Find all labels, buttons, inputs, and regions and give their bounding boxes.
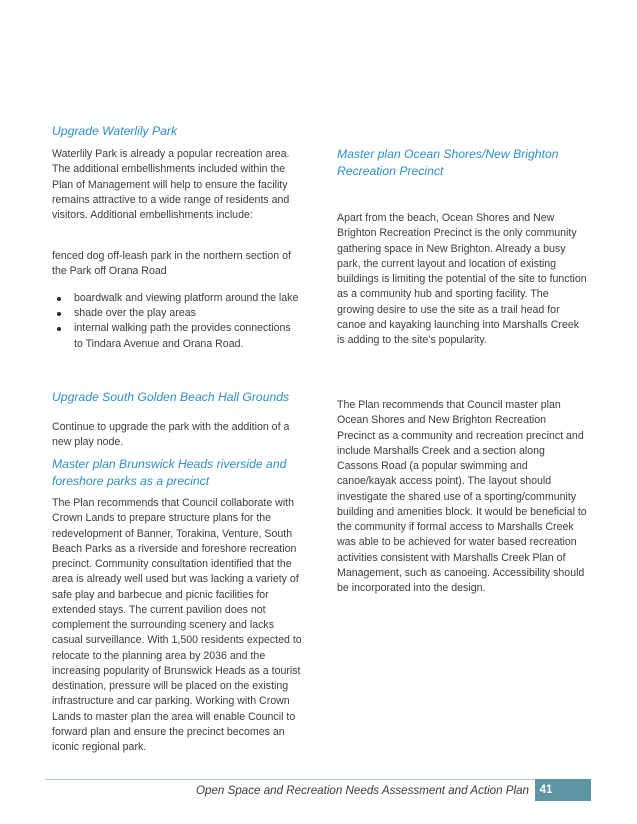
heading-brunswick-heads: Master plan Brunswick Heads riverside and foreshore parks as a precinct [52,457,287,488]
paragraph-ocean-shores-1: Apart from the beach, Ocean Shores and New Brighton Recreation Precinct is the only community gathering space in New Brighton. Already a busy park, the current layout and location of existing buildings is limiting the potential of the site to function as a community hub and sporting facility. The growing desire to use the site as a trail head for canoe and kayaking launching into Marshalls Creek is adding to the site’s popularity. [337,212,587,346]
page-number: 41 [539,784,553,796]
list-item [52,291,302,306]
heading-ocean-shores: Master plan Ocean Shores/New Brighton Recreation Precinct [337,147,559,178]
list-item [52,306,302,321]
paragraph-fenced-dog-park: fenced dog off-leash park in the northern section of the Park off Orana Road [52,250,291,278]
list-item [52,321,302,351]
paragraph-brunswick-heads: The Plan recommends that Council collaborate with Crown Lands to prepare structure plans for the redevelopment of Banner, Torakina, Venture, South Beach Parks as a riverside and foreshore recreation precinct. Community consultation identified that the area is already well used but was lacking a variety of safe play and barbecue and picnic facilities for extended stays. The current pavilion does not complement the surrounding scenery and lacks casual surveillance. With 1,500 residents expected to relocate to the planning area by 2036 and the increasing popularity of Brunswick Heads as a tourist destination, pressure will be placed on the existing infrastructure and car parking. Working with Crown Lands to master plan the area will enable Council to forward plan and ensure the precinct becomes an iconic regional park. [52,497,302,753]
embellishments-list [52,291,302,352]
list-item-text: shade over the play areas [74,307,196,320]
list-item-text: boardwalk and viewing platform around the lake [74,292,299,304]
paragraph-south-golden-beach: Continue to upgrade the park with the addition of a new play node. [52,421,290,449]
heading-waterlily-park: Upgrade Waterlily Park [52,124,178,138]
heading-south-golden-beach: Upgrade South Golden Beach Hall Grounds [52,390,290,404]
bullet-icon [57,297,61,301]
paragraph-ocean-shores-2: The Plan recommends that Council master plan Ocean Shores and New Brighton Recreation Precinct as a community and recreation precinct and include Marshalls Creek and a section along Cassons Road (a popular swimming and canoe/kayak access point). The layout should investigate the shared use of a sporting/community building and amenities block. It would be beneficial to the community if formal access to Marshalls Creek was able to be achieved for water based recreation activities consistent with Marshalls Creek Plan of Management, such as canoeing. Accessibility should be incorporated into the design. [337,399,587,594]
list-item-text: internal walking path the provides connections to Tindara Avenue and Orana Road. [74,322,291,350]
paragraph-waterlily-park: Waterlily Park is already a popular recreation area. The additional embellishments included within the Plan of Management will help to ensure the facility remains attractive to a wide range of residents and visitors. Additional embellishments include: [52,148,290,221]
bullet-icon [57,312,61,316]
page-number-box [535,779,591,801]
bullet-icon [57,327,61,331]
footer-document-title: Open Space and Recreation Needs Assessment and Action Plan [196,784,529,797]
footer-divider [45,779,591,780]
